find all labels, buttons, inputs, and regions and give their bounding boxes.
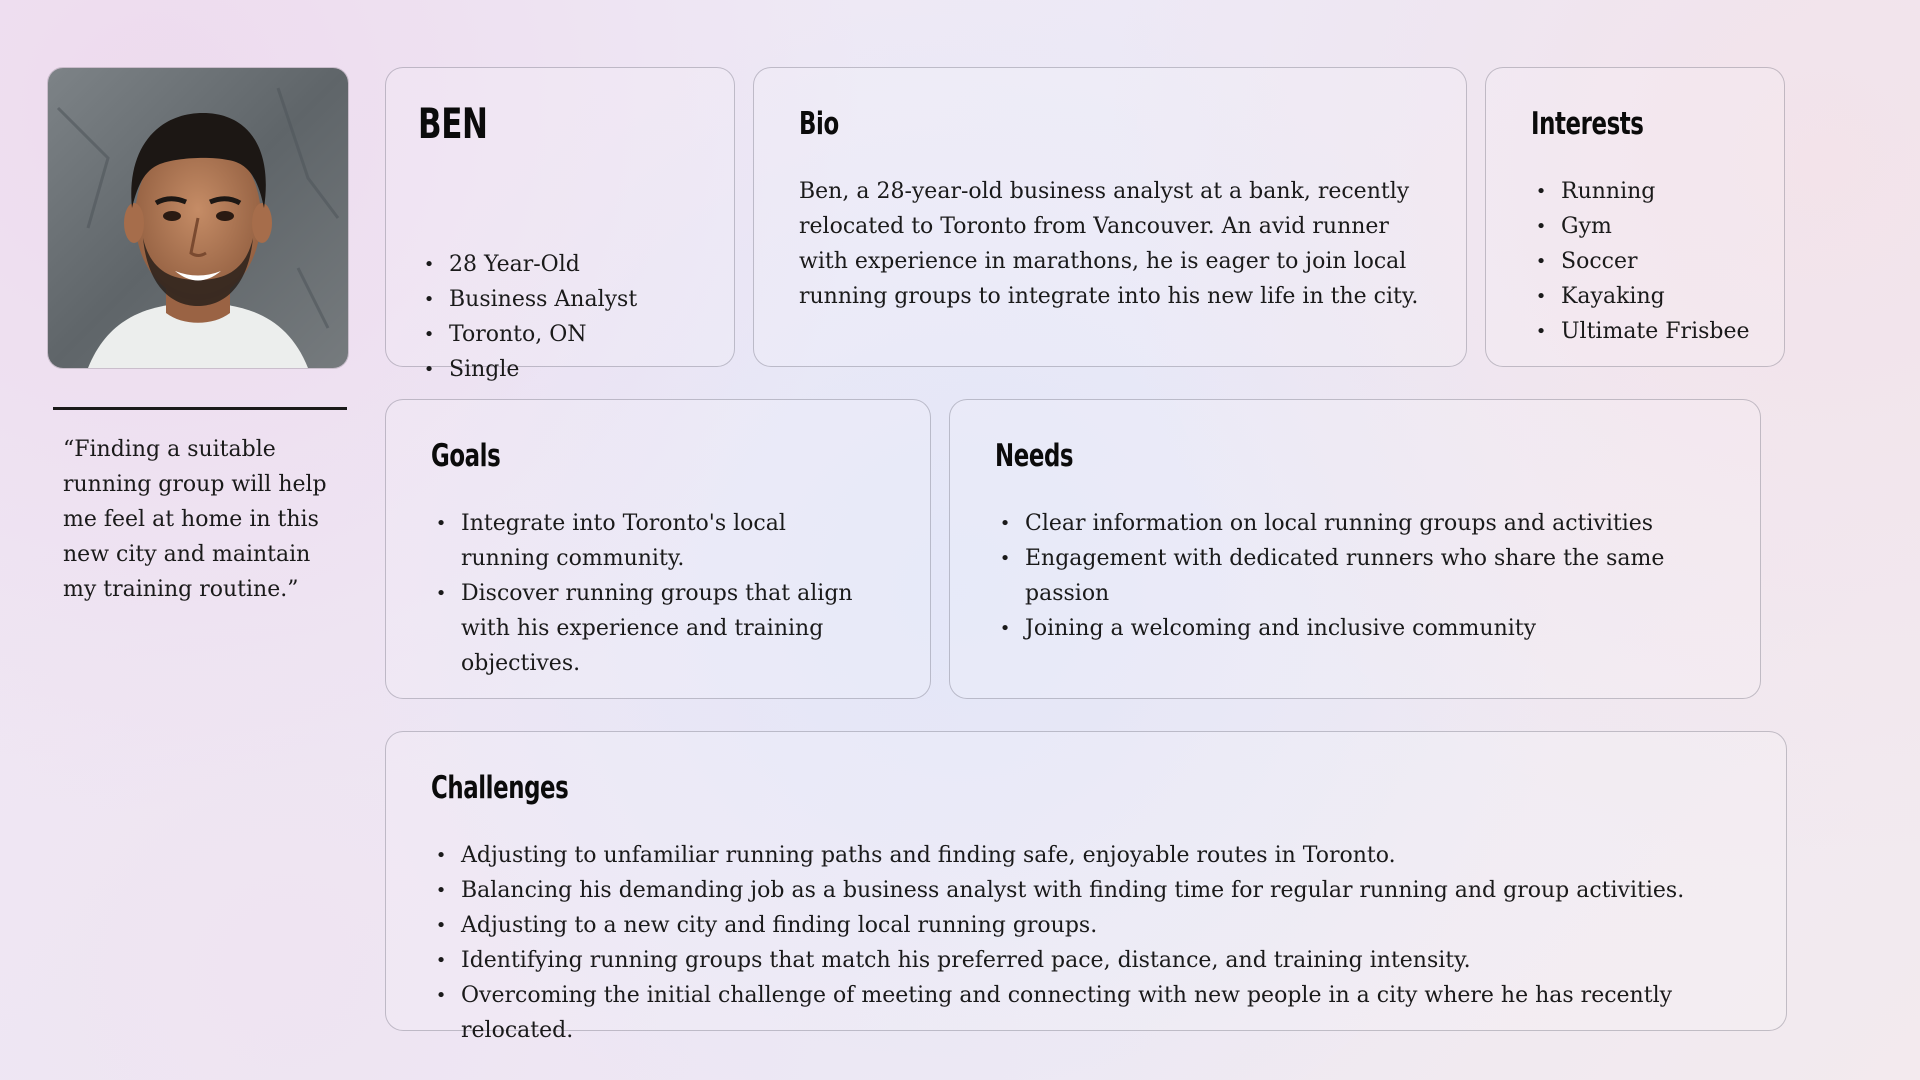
needs-list bbox=[995, 506, 1735, 646]
bio-title: Bio bbox=[799, 106, 839, 142]
interest-item: • Soccer bbox=[1531, 244, 1750, 279]
persona-detail-location: • Toronto, ON bbox=[419, 317, 637, 352]
interest-item: • Running bbox=[1531, 174, 1750, 209]
interest-item: • Gym bbox=[1531, 209, 1750, 244]
need-item: • Engagement with dedicated runners who share the same passion bbox=[995, 541, 1735, 611]
interest-item: • Ultimate Frisbee bbox=[1531, 314, 1750, 349]
persona-detail-age: • 28 Year-Old bbox=[419, 247, 637, 282]
persona-name-card bbox=[385, 67, 735, 382]
interests-title: Interests bbox=[1531, 106, 1644, 142]
goal-item: • Discover running groups that align with his experience and training objectives. bbox=[431, 576, 871, 681]
goals-title: Goals bbox=[431, 438, 501, 474]
goals-card bbox=[385, 399, 931, 699]
challenge-item: • Balancing his demanding job as a business analyst with finding time for regular running and group activities. bbox=[431, 873, 1761, 908]
challenge-item: • Adjusting to a new city and finding local running groups. bbox=[431, 908, 1761, 943]
challenge-item: • Identifying running groups that match his preferred pace, distance, and training intensity. bbox=[431, 943, 1761, 978]
persona-name: BEN bbox=[418, 99, 488, 148]
challenges-card bbox=[385, 731, 1787, 1043]
interest-item: • Kayaking bbox=[1531, 279, 1750, 314]
challenge-item: • Overcoming the initial challenge of meeting and connecting with new people in a city where he has recently relocated. bbox=[431, 978, 1761, 1048]
persona-detail-status: • Single bbox=[419, 352, 637, 387]
bio-card bbox=[753, 67, 1467, 367]
persona-details-list bbox=[419, 247, 637, 387]
challenge-item: • Adjusting to unfamiliar running paths and finding safe, enjoyable routes in Toronto. bbox=[431, 838, 1761, 873]
goal-item: • Integrate into Toronto's local running community. bbox=[431, 506, 871, 576]
persona-detail-occupation: • Business Analyst bbox=[419, 282, 637, 317]
challenges-list bbox=[431, 838, 1761, 1048]
persona-photo bbox=[47, 67, 349, 369]
needs-title: Needs bbox=[995, 438, 1074, 474]
persona-quote: “Finding a suitable running group will help me feel at home in this new city and maintain my training routine.” bbox=[63, 437, 327, 602]
goals-list bbox=[431, 506, 871, 681]
need-item: • Clear information on local running groups and activities bbox=[995, 506, 1735, 541]
challenges-title: Challenges bbox=[431, 770, 569, 806]
quote-divider bbox=[53, 407, 347, 410]
interests-card bbox=[1485, 67, 1785, 367]
portrait-image bbox=[48, 68, 348, 368]
bio-text: Ben, a 28-year-old business analyst at a bank, recently relocated to Toronto from Vancouver. An avid runner with experience in marathons, he is eager to join local running groups to integrate into his new life in the city. bbox=[799, 179, 1419, 309]
need-item: • Joining a welcoming and inclusive community bbox=[995, 611, 1735, 646]
needs-card bbox=[949, 399, 1761, 699]
interests-list bbox=[1531, 174, 1750, 349]
